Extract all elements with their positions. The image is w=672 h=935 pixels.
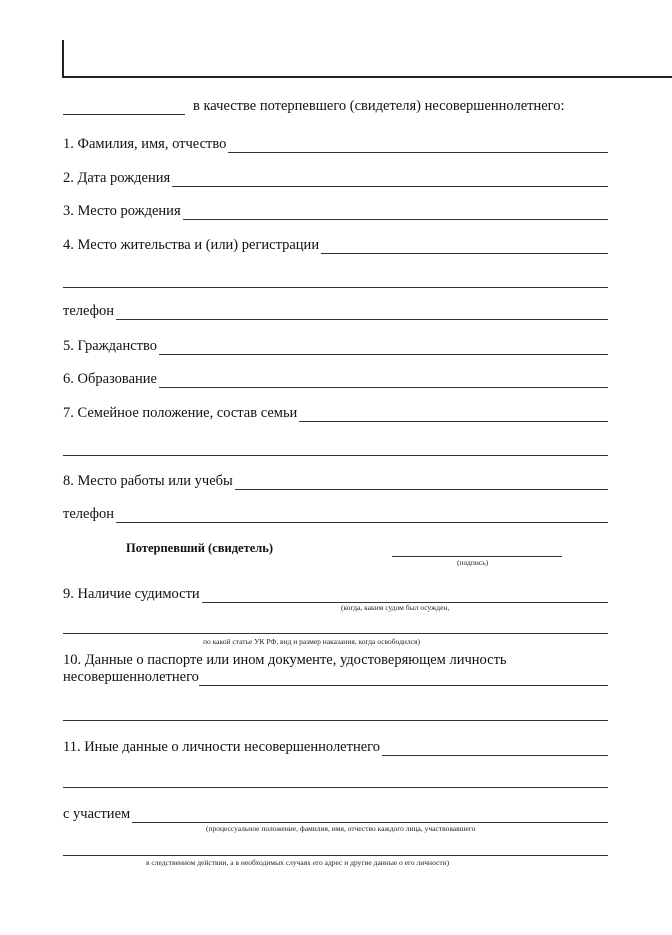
- intro-label: в качестве потерпевшего (свидетеля) несовершеннолетнего:: [193, 98, 565, 114]
- field-other-extra-line[interactable]: [63, 787, 608, 788]
- field-participation-line[interactable]: [132, 807, 608, 823]
- signature-label: Потерпевший (свидетель): [126, 541, 274, 555]
- field-phone-home-label: телефон: [63, 303, 115, 319]
- intro-blank-line[interactable]: [63, 99, 185, 115]
- field-phone-work: [63, 506, 608, 523]
- field-passport-line[interactable]: [199, 670, 608, 686]
- field-other-label: 11. Иные данные о личности несовершеннолетнего: [63, 739, 380, 755]
- field-fio: [63, 136, 608, 153]
- field-criminal-label: 9. Наличие судимости: [63, 586, 200, 602]
- field-work-label: 8. Место работы или учебы: [63, 473, 233, 489]
- field-education-line[interactable]: [159, 372, 608, 388]
- field-phone-work-line[interactable]: [116, 507, 608, 523]
- field-family: [63, 405, 608, 422]
- field-citizenship-label: 5. Гражданство: [63, 338, 158, 354]
- signature-caption: (подпись): [457, 558, 489, 567]
- field-residence-label: 4. Место жительства и (или) регистрации: [63, 237, 320, 253]
- field-residence: [63, 237, 608, 254]
- field-citizenship: [63, 338, 608, 355]
- field-education: [63, 371, 608, 388]
- field-participation: [63, 806, 608, 823]
- field-passport: [63, 652, 608, 686]
- field-criminal: [63, 586, 608, 603]
- field-birth-date: [63, 170, 608, 187]
- field-residence-extra-line[interactable]: [63, 287, 608, 288]
- field-other: [63, 739, 608, 756]
- field-work-line[interactable]: [235, 474, 608, 490]
- criminal-caption-2: по какой статье УК РФ, вид и размер наказания, когда освободился): [203, 637, 420, 646]
- field-birth-place-label: 3. Место рождения: [63, 203, 181, 219]
- field-residence-line[interactable]: [321, 238, 608, 254]
- frame-horizontal-border: [62, 76, 672, 78]
- field-birth-place: [63, 203, 608, 220]
- field-birth-date-label: 2. Дата рождения: [63, 170, 171, 186]
- field-criminal-extra-line[interactable]: [63, 633, 608, 634]
- signature-line[interactable]: [392, 556, 562, 557]
- criminal-caption-1: (когда, каким судом был осужден,: [341, 603, 450, 612]
- field-passport-label-1: 10. Данные о паспорте или ином документе, удостоверяющем личность: [63, 652, 507, 668]
- field-criminal-line[interactable]: [202, 587, 608, 603]
- field-citizenship-line[interactable]: [159, 339, 608, 355]
- field-phone-work-label: телефон: [63, 506, 115, 522]
- field-family-line[interactable]: [299, 406, 608, 422]
- field-education-label: 6. Образование: [63, 371, 157, 387]
- intro-row: [63, 98, 608, 115]
- participation-caption-1: (процессуальное положение, фамилия, имя, отчество каждого лица, участвовавшего: [206, 824, 476, 833]
- field-work: [63, 473, 608, 490]
- field-other-line[interactable]: [382, 740, 608, 756]
- field-fio-line[interactable]: [228, 137, 608, 153]
- field-birth-place-line[interactable]: [183, 204, 608, 220]
- field-fio-label: 1. Фамилия, имя, отчество: [63, 136, 227, 152]
- frame-vertical-border: [62, 40, 64, 77]
- field-participation-extra-line[interactable]: [63, 855, 608, 856]
- field-phone-home: [63, 303, 608, 320]
- field-family-extra-line[interactable]: [63, 455, 608, 456]
- field-participation-label: с участием: [63, 806, 131, 822]
- field-passport-extra-line[interactable]: [63, 720, 608, 721]
- field-phone-home-line[interactable]: [116, 304, 608, 320]
- participation-caption-2: в следственном действии, а в необходимых случаях его адрес и другие данные о его личности): [146, 858, 450, 867]
- field-birth-date-line[interactable]: [172, 171, 608, 187]
- field-family-label: 7. Семейное положение, состав семьи: [63, 405, 298, 421]
- field-passport-label-2: несовершеннолетнего: [63, 669, 199, 685]
